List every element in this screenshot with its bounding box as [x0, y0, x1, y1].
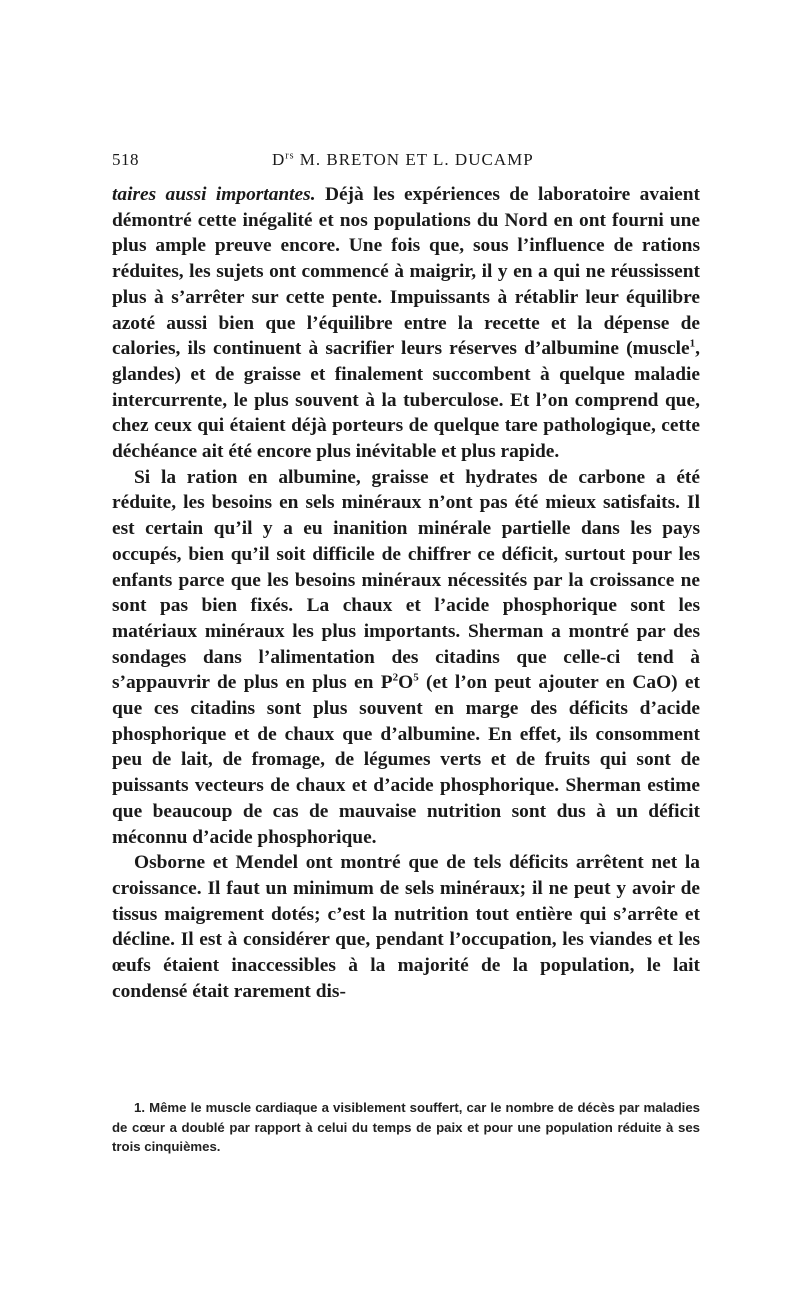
paragraph-2 [112, 465, 700, 851]
running-title [272, 150, 534, 170]
paragraph-1-italic-lead: taires aussi importantes. [112, 184, 316, 205]
paragraph-2-text: Si la ration en albumine, graisse et hydrates de carbone a été réduite, les besoins en sels minéraux n’ont pas été mieux satisfaits. Il est certain qu’il y a eu inanition minérale partielle dans les pays occupés, bien qu’il soit difficile de chiffrer ce déficit, surtout pour les enfants parce que les besoins minéraux nécessités par la croissance ne sont pas bien fixés. La chaux et l’acide phosphorique sont les matériaux minéraux les plus importants. Sherman a montré par des sondages dans l’alimentation des citadins que celle-ci tend à s’appauvrir de plus en plus en P [112, 466, 700, 694]
running-title-superscript: rs [285, 150, 295, 162]
paragraph-1-text: Déjà les expériences de laboratoire avaient démontré cette inégalité et nos populations du Nord en ont fourni une plus ample preuve encore. Une fois que, sous l’influence de rations réduites, les sujets ont commencé à maigrir, il y en a qui ne réussissent plus à s’arrêter sur cette pente. Impuissants à rétablir leur équilibre azoté aussi bien que l’équilibre entre la recette et la dépense de calories, ils continuent à sacrifier leurs réserves d’albumine (muscle [112, 184, 700, 360]
page-number: 518 [112, 150, 139, 169]
formula-superscript-1: 2 [392, 671, 399, 684]
paragraph-1 [112, 182, 700, 465]
footnote-text: 1. Même le muscle cardiaque a visiblement souffert, car le nombre de décès par maladies de cœur a doublé par rapport à celui du temps de paix et pour une population réduite à ses trois cinquièmes. [112, 1100, 700, 1154]
paragraph-1-text-continued: , glandes) et de graisse et finalement succombent à quelque maladie intercurrente, le plus souvent à la tuberculose. Et l’on comprend que, chez ceux qui étaient déjà porteurs de quelque tare pathologique, cette déchéance ait été encore plus inévitable et plus rapide. [112, 338, 700, 463]
paragraph-3 [112, 850, 700, 1004]
paragraph-2-text-continued: (et l’on peut ajouter en CaO) et que ces citadins sont plus souvent en marge des déficits d’acide phosphorique et de chaux que d’albumine. En effet, ils consomment peu de lait, de fromage, de légumes verts et de fruits qui sont de puissants vecteurs de chaux et d’acide phosphorique. Sherman estime que beaucoup de cas de mauvaise nutrition sont dus à un déficit méconnu d’acide phosphorique. [112, 672, 700, 848]
paragraph-3-text: Osborne et Mendel ont montré que de tels déficits arrêtent net la croissance. Il faut un minimum de sels minéraux; il ne peut y avoir de tissus maigrement dotés; c’est la nutrition tout entière qui s’arrête et décline. Il est à considérer que, pendant l’occupation, les viandes et les œufs étaient inaccessibles à la majorité de la population, le lait condensé était rarement dis- [112, 852, 700, 1002]
formula-middle: O [398, 672, 414, 694]
running-header [112, 150, 700, 174]
running-title-prefix: D [272, 150, 286, 169]
footnote-reference: 1 [689, 337, 696, 350]
main-text [112, 182, 700, 1005]
running-title-authors: M. BRETON ET L. DUCAMP [294, 150, 534, 169]
footnote [112, 1098, 700, 1157]
formula-superscript-2: 5 [413, 671, 419, 684]
